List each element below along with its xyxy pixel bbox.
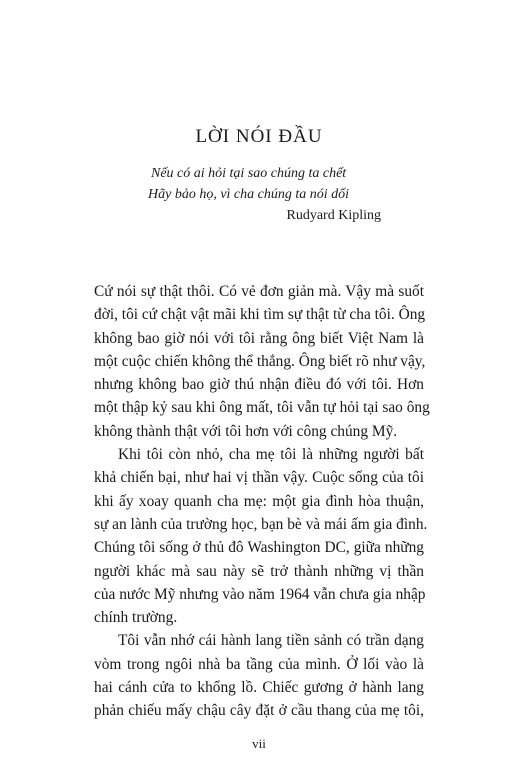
epigraph-line: Nếu có ai hỏi tại sao chúng ta chết — [151, 166, 347, 181]
text-line: chính trường. — [94, 609, 178, 627]
text-line: Khi tôi còn nhỏ, cha mẹ tôi là những người bất — [118, 446, 424, 464]
text-line: không thành thật với tôi hơn với công chúng Mỹ. — [94, 422, 398, 440]
text-line: vòm trong ngôi nhà ba tầng của mình. Ở lối vào là — [94, 655, 424, 673]
text-line: khi ấy xoay quanh cha mẹ: một gia đình hòa thuận, — [94, 492, 424, 510]
text-line: Chúng tôi sống ở thủ đô Washington DC, giữa những — [94, 539, 424, 557]
chapter-heading: LỜI NÓI ĐẦU — [195, 126, 323, 147]
text-line: một thập kỷ sau khi ông mất, tôi vẫn tự hỏi tại sao ông — [94, 399, 430, 417]
text-line: Tôi vẫn nhớ cái hành lang tiền sảnh có trần dạng — [118, 632, 424, 650]
text-line: phản chiếu mấy chậu cây đặt ở cầu thang của mẹ tôi, — [94, 702, 424, 720]
text-line: Cứ nói sự thật thôi. Có vẻ đơn giản mà. Vậy mà suốt — [94, 283, 424, 300]
epigraph-line: Hãy bảo họ, vì cha chúng ta nói dối — [148, 187, 350, 202]
text-line: đời, tôi cứ chật vật mãi khi tìm sự thật từ cha tôi. Ông — [94, 306, 426, 324]
text-line: không bao giờ nói với tôi rằng ông biết Việt Nam là — [94, 329, 424, 347]
body-text — [94, 280, 430, 723]
text-line: sự an lành của trường học, bạn bè và mái ấm gia đình. — [94, 515, 428, 533]
text-line: khả chiến bại, như hai vị thần vậy. Cuộc sống của tôi — [94, 469, 424, 487]
text-line: nhưng không bao giờ thú nhận điều đó với tôi. Hơn — [94, 376, 424, 394]
text-line: hai cánh cửa to khổng lồ. Chiếc gương ở hành lang — [94, 679, 424, 697]
text-line: một cuộc chiến không thể thắng. Ông biết rõ như vậy, — [94, 352, 426, 370]
epigraph-author: Rudyard Kipling — [286, 208, 381, 223]
page-number: vii — [252, 736, 266, 751]
text-line: người khác mà sau này sẽ trở thành những vị thần — [94, 562, 424, 580]
text-line: của nước Mỹ nhưng vào năm 1964 vẫn chưa gia nhập — [94, 585, 426, 603]
epigraph — [148, 163, 381, 226]
